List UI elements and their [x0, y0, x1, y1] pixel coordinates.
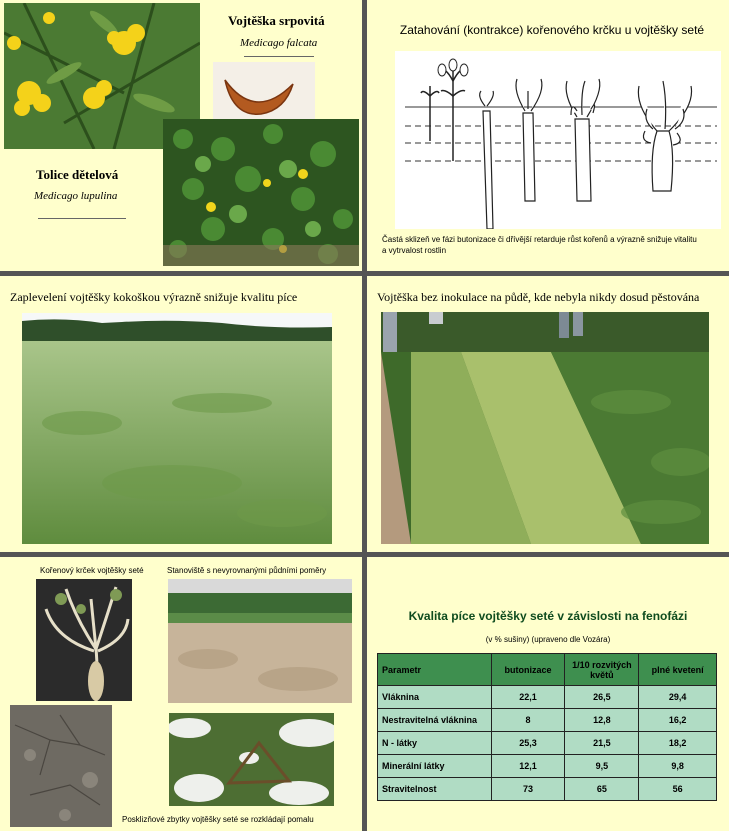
table-row [378, 732, 717, 755]
row-value: 9,8 [639, 755, 717, 778]
residue-image [169, 713, 334, 806]
inoculation-field-image [381, 312, 709, 544]
lupulina-plant-image [163, 119, 359, 266]
header-one-tenth: 1/10 rozvitých květů [565, 654, 639, 686]
lupulina-name: Tolice dětelová [36, 167, 119, 182]
table-row [378, 686, 717, 709]
panel-quality-table [367, 557, 729, 831]
header-butonizace: butonizace [491, 654, 565, 686]
row-value: 25,3 [491, 732, 565, 755]
row-value: 18,2 [639, 732, 717, 755]
root-diagram [395, 51, 721, 229]
dodder-title: Zaplevelení vojtěšky kokoškou výrazně snižuje kvalitu píce [10, 290, 298, 304]
root-contraction-caption: Častá sklizeň ve fázi butonizace či dřívější retarduje růst kořenů a výrazně snižuje vitalitu a vytrvalost rostlin [382, 235, 697, 255]
quality-subtitle: (v % sušiny) (upraveno dle Vozára) [485, 635, 611, 644]
row-value: 56 [639, 778, 717, 801]
soil-image [10, 705, 112, 827]
quality-table [377, 653, 717, 801]
row-value: 12,1 [491, 755, 565, 778]
row-value: 12,8 [565, 709, 639, 732]
root-crown-photo [36, 579, 132, 701]
residue-label: Posklizňové zbytky vojtěšky seté se rozkládají pomalu [122, 815, 314, 824]
root-diagram-svg [395, 51, 721, 229]
row-value: 22,1 [491, 686, 565, 709]
site-label: Stanoviště s nevyrovnanými půdními poměry [167, 566, 327, 575]
row-value: 29,4 [639, 686, 717, 709]
soil-photo [10, 705, 112, 827]
inoculation-field-photo [381, 312, 709, 544]
falcata-latin: Medicago falcata [240, 37, 318, 49]
lupulina-arrow-icon [38, 218, 126, 219]
panel-field-conditions [0, 557, 362, 831]
table-row [378, 778, 717, 801]
row-value: 8 [491, 709, 565, 732]
row-param: Minerální látky [378, 755, 492, 778]
table-header-row [378, 654, 717, 686]
panel-root-contraction [367, 0, 729, 271]
site-photo [168, 579, 352, 703]
row-param: Stravitelnost [378, 778, 492, 801]
falcata-name: Vojtěška srpovitá [228, 13, 325, 28]
panel-dodder [0, 276, 362, 552]
dodder-field-image [22, 313, 332, 544]
row-param: N - látky [378, 732, 492, 755]
table-row [378, 755, 717, 778]
root-crown-label: Kořenový krček vojtěšky seté [40, 566, 144, 575]
row-value: 21,5 [565, 732, 639, 755]
row-value: 9,5 [565, 755, 639, 778]
header-param: Parametr [378, 654, 492, 686]
row-value: 26,5 [565, 686, 639, 709]
root-contraction-title: Zatahování (kontrakce) kořenového krčku u vojtěšky seté [399, 23, 705, 37]
row-param: Vláknina [378, 686, 492, 709]
panel-species [0, 0, 362, 271]
row-param: Nestravitelná vláknina [378, 709, 492, 732]
row-value: 16,2 [639, 709, 717, 732]
dodder-field-photo [22, 313, 332, 544]
site-image [168, 579, 352, 703]
lupulina-latin: Medicago lupulina [34, 190, 118, 202]
quality-title: Kvalita píce vojtěšky seté v závislosti na fenofázi [408, 609, 688, 623]
root-crown-image [36, 579, 132, 701]
panel-inoculation [367, 276, 729, 552]
table-row [378, 709, 717, 732]
header-full-bloom: plné kvetení [639, 654, 717, 686]
inoculation-title: Vojtěška bez inokulace na půdě, kde nebyla nikdy dosud pěstována [377, 290, 700, 304]
row-value: 73 [491, 778, 565, 801]
row-value: 65 [565, 778, 639, 801]
lupulina-plant-photo [163, 119, 359, 266]
residue-photo [169, 713, 334, 806]
falcata-arrow-icon [244, 56, 314, 57]
